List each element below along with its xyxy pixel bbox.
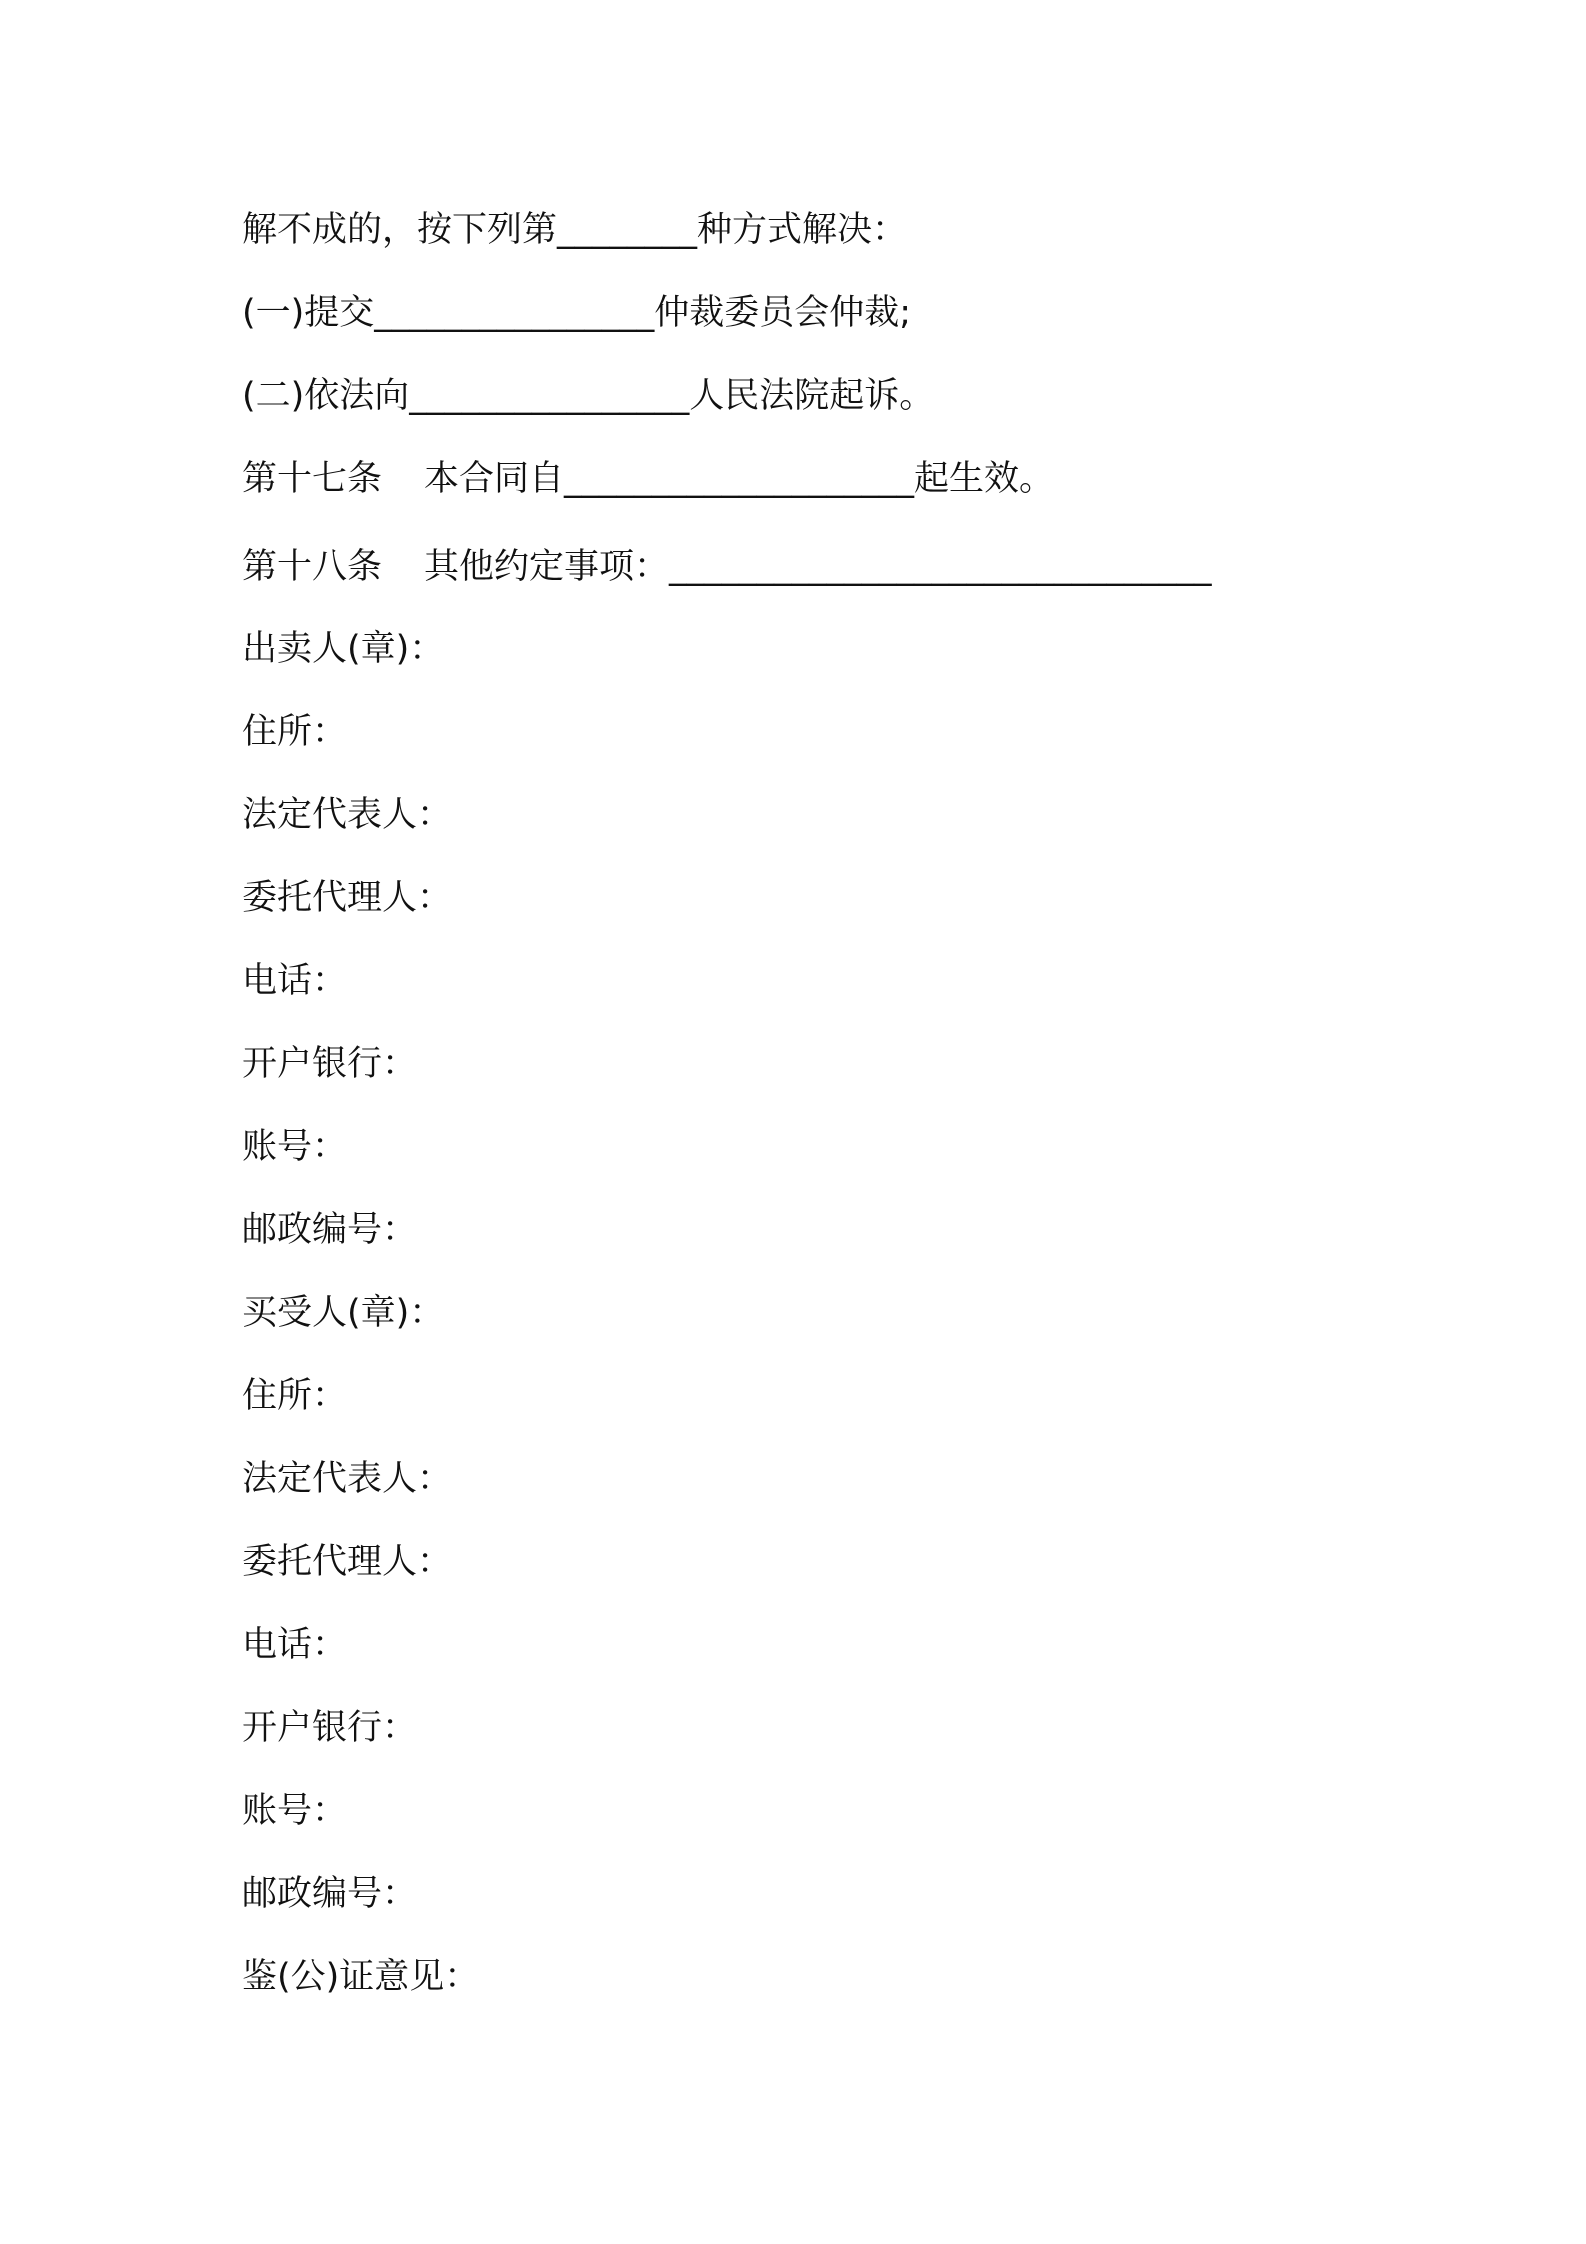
buyer-phone: 电话： — [242, 1625, 348, 1665]
article-17-label: 第十七条 — [242, 459, 383, 499]
article-17-text: 本合同自____________________起生效。 — [424, 459, 1055, 499]
seller-bank: 开户银行： — [242, 1044, 418, 1084]
article-18-label: 第十八条 — [242, 547, 383, 587]
article-18-line — [242, 543, 1212, 591]
seller-account: 账号： — [242, 1127, 348, 1167]
dispute-resolution-line: 解不成的，按下列第________种方式解决： — [242, 210, 908, 250]
seller-phone: 电话： — [242, 961, 348, 1001]
seller-address: 住所： — [242, 712, 348, 752]
buyer-account: 账号： — [242, 1791, 348, 1831]
notarization-opinion: 鉴(公)证意见： — [242, 1957, 480, 1997]
buyer-seal: 买受人(章)： — [242, 1293, 445, 1333]
article-18-text: 其他约定事项：_______________________________ — [424, 547, 1212, 587]
arbitration-option: (一)提交________________仲裁委员会仲裁; — [242, 293, 912, 333]
buyer-authorized-agent: 委托代理人： — [242, 1542, 453, 1582]
seller-legal-representative: 法定代表人： — [242, 795, 453, 835]
buyer-address: 住所： — [242, 1376, 348, 1416]
buyer-bank: 开户银行： — [242, 1708, 418, 1748]
buyer-postal-code: 邮政编号： — [242, 1874, 418, 1914]
seller-seal: 出卖人(章)： — [242, 629, 445, 669]
seller-authorized-agent: 委托代理人： — [242, 878, 453, 918]
seller-postal-code: 邮政编号： — [242, 1210, 418, 1250]
buyer-legal-representative: 法定代表人： — [242, 1459, 453, 1499]
article-17-line — [242, 455, 1054, 503]
court-option: (二)依法向________________人民法院起诉。 — [242, 376, 935, 416]
